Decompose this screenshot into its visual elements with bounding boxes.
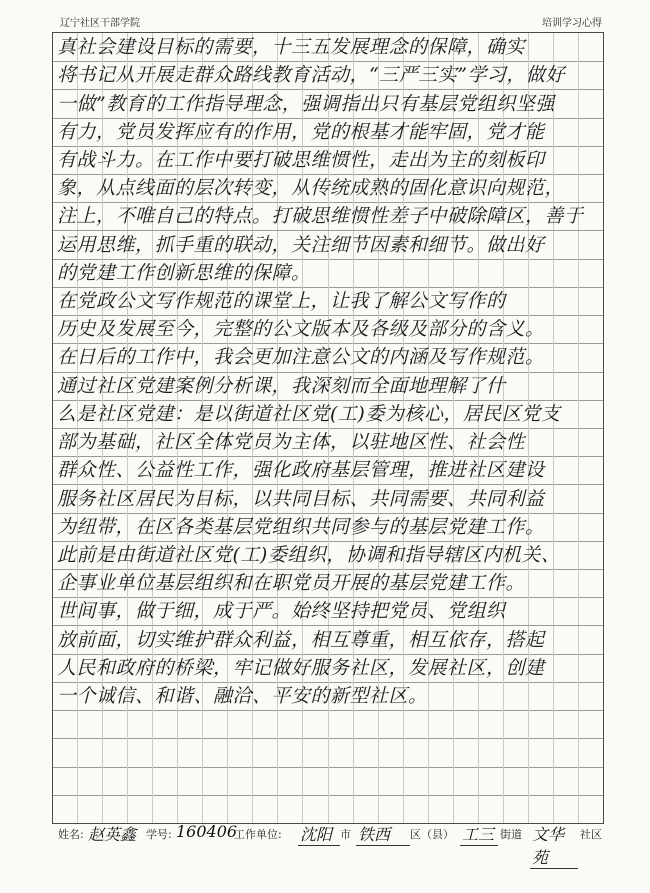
district-suffix: 区（县） xyxy=(410,828,454,841)
grid-cell xyxy=(529,767,554,795)
handwritten-line: 世间事，做于细，成于严。始终坚持把党员、党组织 xyxy=(57,600,506,623)
grid-row xyxy=(53,343,603,372)
grid-cell xyxy=(153,795,178,823)
grid-cell xyxy=(228,767,253,795)
name-label: 姓名: xyxy=(58,828,84,841)
handwritten-line: 有力，党员发挥应有的作用，党的根基才能牢固，党才能 xyxy=(57,120,545,143)
grid-cell xyxy=(278,767,303,795)
handwritten-line: 在党政公文写作规范的课堂上，让我了解公文写作的 xyxy=(57,290,506,313)
grid-cell xyxy=(354,710,379,738)
grid-cell xyxy=(329,795,354,823)
grid-cell xyxy=(103,738,128,766)
grid-cell xyxy=(53,767,78,795)
grid-row xyxy=(53,146,603,175)
handwritten-line: 一个诚信、和谐、融洽、平安的新型社区。 xyxy=(57,685,428,708)
institution-header: 辽宁社区干部学院 xyxy=(60,18,140,29)
grid-row xyxy=(53,710,603,739)
grid-cells xyxy=(53,738,603,766)
grid-cell xyxy=(554,738,579,766)
handwritten-line: 服务社区居民为目标，以共同目标、共同需要、共同利益 xyxy=(57,487,545,510)
grid-cell xyxy=(479,710,504,738)
community-suffix: 社区 xyxy=(580,828,602,841)
grid-row xyxy=(53,372,603,401)
grid-cell xyxy=(529,738,554,766)
handwritten-line: 有战斗力。在工作中要打破思维惯性，走出为主的刻板印 xyxy=(57,148,545,171)
grid-row xyxy=(53,541,603,570)
grid-cell xyxy=(454,738,479,766)
document-type-header: 培训学习心得 xyxy=(542,18,602,29)
handwritten-line: 将书记从开展走群众路线教育活动，“三严三实”学习，做好 xyxy=(57,64,565,87)
grid-row xyxy=(53,513,603,542)
grid-row xyxy=(53,767,603,796)
handwritten-line: 么是社区党建：是以街道社区党(工)委为核心，居民区党支 xyxy=(57,402,561,425)
grid-cells xyxy=(53,795,603,823)
handwritten-line: 群众性、公益性工作，强化政府基层管理，推进社区建设 xyxy=(57,459,545,482)
writing-grid xyxy=(52,32,604,824)
grid-row xyxy=(53,738,603,767)
grid-cell xyxy=(329,767,354,795)
handwritten-line: 放前面，切实维护群众利益，相互尊重，相互依存，搭起 xyxy=(57,628,545,651)
grid-cell xyxy=(454,795,479,823)
grid-cell xyxy=(178,738,203,766)
grid-cell xyxy=(354,795,379,823)
grid-cell xyxy=(178,795,203,823)
grid-cell xyxy=(454,767,479,795)
grid-cell xyxy=(404,795,429,823)
grid-cell xyxy=(303,738,328,766)
grid-row xyxy=(53,456,603,485)
handwritten-line: 为纽带，在区各类基层党组织共同参与的基层党建工作。 xyxy=(57,515,545,538)
grid-cell xyxy=(128,795,153,823)
handwritten-line: 企事业单位基层组织和在职党员开展的基层党建工作。 xyxy=(57,572,526,595)
grid-cell xyxy=(554,767,579,795)
grid-cell xyxy=(103,795,128,823)
grid-cell xyxy=(303,710,328,738)
grid-cells xyxy=(53,767,603,795)
grid-cell xyxy=(278,710,303,738)
grid-cell xyxy=(253,795,278,823)
grid-row xyxy=(53,682,603,711)
grid-row xyxy=(53,597,603,626)
handwritten-line: 一做”教育的工作指导理念，强调指出只有基层党组织坚强 xyxy=(57,92,555,115)
grid-cell xyxy=(78,767,103,795)
grid-cell xyxy=(579,767,603,795)
grid-cell xyxy=(228,710,253,738)
grid-row xyxy=(53,33,603,62)
grid-cell xyxy=(153,767,178,795)
grid-cells xyxy=(53,710,603,738)
grid-cell xyxy=(429,767,454,795)
grid-cell xyxy=(529,795,554,823)
grid-row xyxy=(53,428,603,457)
work-unit-label: 工作单位: xyxy=(234,828,282,841)
grid-cell xyxy=(579,710,603,738)
city-suffix: 市 xyxy=(340,828,351,841)
grid-cell xyxy=(253,710,278,738)
grid-cell xyxy=(78,710,103,738)
grid-cell xyxy=(429,738,454,766)
grid-row xyxy=(53,174,603,203)
grid-cell xyxy=(278,738,303,766)
grid-row xyxy=(53,484,603,513)
grid-cell xyxy=(78,795,103,823)
handwritten-line: 运用思维，抓手重的联动，关注细节因素和细节。做出好 xyxy=(57,233,545,256)
grid-cell xyxy=(103,767,128,795)
handwritten-line: 真社会建设目标的需要，十三五发展理念的保障，确实 xyxy=(57,36,526,59)
grid-row xyxy=(53,569,603,598)
grid-cell xyxy=(504,710,529,738)
grid-cell xyxy=(178,767,203,795)
handwritten-line: 历史及发展至今，完整的公文版本及各级及部分的含义。 xyxy=(57,318,545,341)
grid-cell xyxy=(203,795,228,823)
district-value: 铁西 xyxy=(356,822,410,846)
grid-cell xyxy=(78,738,103,766)
grid-row xyxy=(53,287,603,316)
grid-cell xyxy=(504,795,529,823)
grid-cell xyxy=(479,767,504,795)
handwritten-line: 人民和政府的桥梁，牢记做好服务社区，发展社区，创建 xyxy=(57,656,545,679)
grid-row xyxy=(53,795,603,823)
street-suffix: 街道 xyxy=(500,828,522,841)
grid-row xyxy=(53,89,603,118)
grid-row xyxy=(53,626,603,655)
grid-cell xyxy=(354,738,379,766)
grid-row xyxy=(53,61,603,90)
grid-cell xyxy=(53,795,78,823)
handwritten-line: 的党建工作创新思维的保障。 xyxy=(57,261,311,284)
grid-cell xyxy=(379,767,404,795)
grid-cell xyxy=(404,738,429,766)
grid-cell xyxy=(454,710,479,738)
grid-row xyxy=(53,118,603,147)
community-value: 文华苑 xyxy=(530,822,578,869)
grid-cell xyxy=(228,738,253,766)
grid-cell xyxy=(504,767,529,795)
student-id-label: 学号: xyxy=(146,828,172,841)
grid-row xyxy=(53,400,603,429)
street-value: 工三 xyxy=(460,822,498,846)
grid-row xyxy=(53,259,603,288)
grid-cell xyxy=(479,795,504,823)
handwritten-line: 部为基础，社区全体党员为主体，以驻地区性、社会性 xyxy=(57,431,526,454)
grid-cell xyxy=(53,710,78,738)
grid-cell xyxy=(379,738,404,766)
grid-cell xyxy=(303,767,328,795)
grid-cell xyxy=(203,767,228,795)
handwritten-line: 通过社区党建案例分析课，我深刻而全面地理解了什 xyxy=(57,374,506,397)
grid-cell xyxy=(128,710,153,738)
grid-cell xyxy=(103,710,128,738)
grid-cell xyxy=(429,710,454,738)
grid-row xyxy=(53,654,603,683)
grid-cell xyxy=(329,738,354,766)
grid-cell xyxy=(504,738,529,766)
grid-cell xyxy=(228,795,253,823)
grid-row xyxy=(53,315,603,344)
grid-cell xyxy=(529,710,554,738)
grid-cell xyxy=(153,738,178,766)
grid-cell xyxy=(379,710,404,738)
handwritten-line: 注上，不唯自己的特点。打破思维惯性差子中破除障区，善于 xyxy=(57,205,584,228)
grid-cell xyxy=(579,738,603,766)
grid-cell xyxy=(53,738,78,766)
grid-cell xyxy=(253,767,278,795)
city-value: 沈阳 xyxy=(298,822,340,846)
grid-cell xyxy=(203,710,228,738)
grid-cell xyxy=(128,767,153,795)
grid-cell xyxy=(404,710,429,738)
grid-row xyxy=(53,231,603,260)
grid-cell xyxy=(303,795,328,823)
handwritten-line: 在日后的工作中，我会更加注意公文的内涵及写作规范。 xyxy=(57,346,545,369)
grid-cell xyxy=(429,795,454,823)
grid-cell xyxy=(554,710,579,738)
grid-cell xyxy=(178,710,203,738)
grid-cell xyxy=(153,710,178,738)
grid-cell xyxy=(128,738,153,766)
grid-cell xyxy=(404,767,429,795)
grid-cell xyxy=(329,710,354,738)
student-id-value: 160406 xyxy=(176,822,238,841)
grid-cell xyxy=(354,767,379,795)
grid-cell xyxy=(479,738,504,766)
signature-footer xyxy=(58,822,618,867)
grid-row xyxy=(53,202,603,231)
grid-cell xyxy=(253,738,278,766)
handwritten-line: 象，从点线面的层次转变，从传统成熟的固化意识向规范， xyxy=(57,177,565,200)
grid-cell xyxy=(554,795,579,823)
name-value: 赵英鑫 xyxy=(88,825,137,844)
grid-cell xyxy=(278,795,303,823)
grid-cell xyxy=(579,795,603,823)
grid-cell xyxy=(379,795,404,823)
grid-cell xyxy=(203,738,228,766)
handwritten-line: 此前是由街道社区党(工)委组织，协调和指导辖区内机关、 xyxy=(57,543,561,566)
